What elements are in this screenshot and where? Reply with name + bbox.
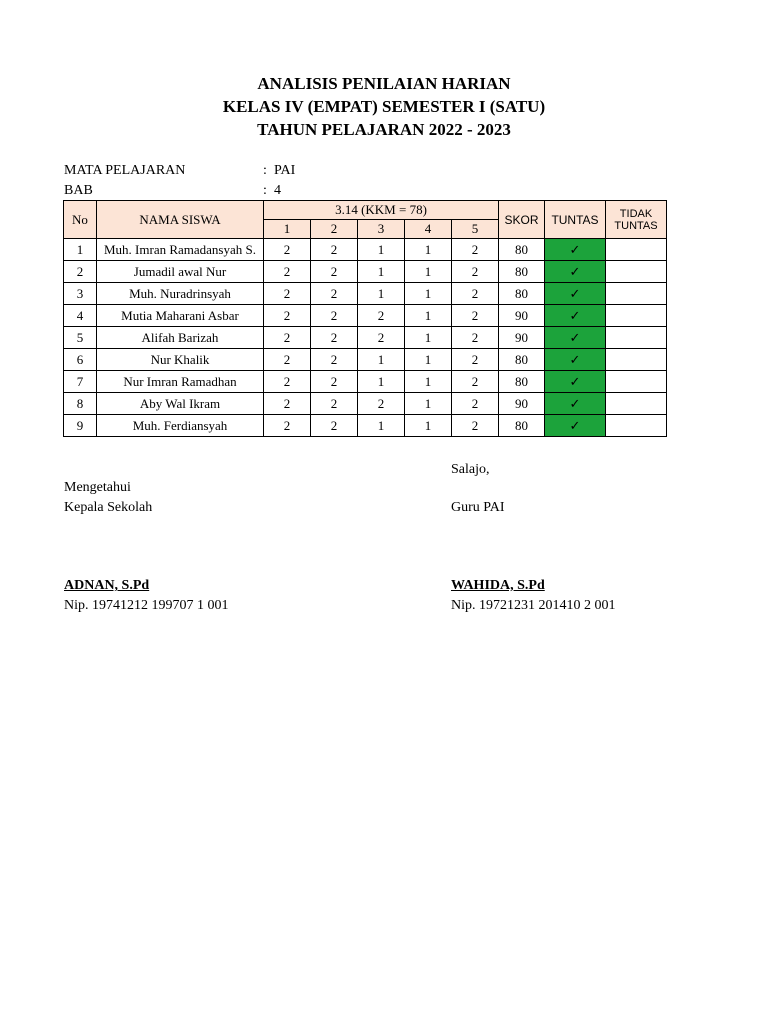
- row-question-score: 2: [358, 327, 405, 349]
- row-no: 3: [64, 283, 97, 305]
- checkmark-icon: ✓: [569, 374, 581, 390]
- row-student-name: Jumadil awal Nur: [97, 261, 264, 283]
- row-tidak-tuntas-cell: [606, 393, 667, 415]
- checkmark-icon: ✓: [569, 242, 581, 258]
- row-no: 4: [64, 305, 97, 327]
- row-question-score: 2: [311, 393, 358, 415]
- row-skor: 80: [499, 415, 545, 437]
- header-tidak-tuntas: TIDAK TUNTAS: [606, 201, 667, 239]
- row-question-score: 2: [358, 393, 405, 415]
- row-question-score: 1: [405, 371, 452, 393]
- principal-name: [64, 576, 149, 596]
- row-question-score: 1: [405, 261, 452, 283]
- row-question-score: 2: [311, 327, 358, 349]
- row-question-score: 2: [264, 327, 311, 349]
- row-student-name: Alifah Barizah: [97, 327, 264, 349]
- row-question-score: 2: [452, 371, 499, 393]
- row-skor: 90: [499, 393, 545, 415]
- row-tidak-tuntas-cell: [606, 239, 667, 261]
- principal-name-text: ADNAN, S.Pd: [64, 578, 150, 593]
- row-student-name: Muh. Nuradrinsyah: [97, 283, 264, 305]
- subject-label: MATA PELAJARAN: [64, 163, 186, 178]
- row-student-name: Mutia Maharani Asbar: [97, 305, 264, 327]
- row-question-score: 2: [311, 261, 358, 283]
- sign-right-title: Guru PAI: [451, 500, 505, 515]
- row-question-score: 2: [452, 283, 499, 305]
- row-no: 9: [64, 415, 97, 437]
- sign-place: Salajo,: [451, 462, 490, 477]
- row-question-score: 2: [311, 305, 358, 327]
- row-question-score: 2: [452, 349, 499, 371]
- document-title: [0, 72, 768, 141]
- checkmark-icon: ✓: [569, 418, 581, 434]
- subject-row: [64, 163, 364, 181]
- teacher-name: [451, 576, 545, 596]
- row-skor: 80: [499, 239, 545, 261]
- table-row: [64, 393, 667, 415]
- table-row: [64, 349, 667, 371]
- row-question-score: 2: [311, 283, 358, 305]
- row-question-score: 2: [452, 393, 499, 415]
- row-question-score: 2: [264, 261, 311, 283]
- row-question-score: 1: [405, 327, 452, 349]
- grades-table: [63, 200, 667, 437]
- row-student-name: Muh. Ferdiansyah: [97, 415, 264, 437]
- row-no: 7: [64, 371, 97, 393]
- sign-left-line2: Kepala Sekolah: [64, 500, 153, 515]
- header-question-3: 3: [358, 220, 405, 239]
- row-tidak-tuntas-cell: [606, 283, 667, 305]
- row-question-score: 2: [311, 349, 358, 371]
- checkmark-icon: ✓: [569, 396, 581, 412]
- table-row: [64, 305, 667, 327]
- row-question-score: 1: [405, 415, 452, 437]
- header-tuntas: TUNTAS: [545, 201, 606, 239]
- row-tuntas-cell: [545, 305, 606, 327]
- checkmark-icon: ✓: [569, 264, 581, 280]
- row-question-score: 2: [264, 239, 311, 261]
- table-row: [64, 261, 667, 283]
- title-line-1: ANALISIS PENILAIAN HARIAN: [257, 74, 511, 93]
- row-question-score: 2: [452, 261, 499, 283]
- row-tidak-tuntas-cell: [606, 349, 667, 371]
- row-question-score: 1: [405, 349, 452, 371]
- row-skor: 80: [499, 371, 545, 393]
- row-question-score: 1: [405, 283, 452, 305]
- row-question-score: 2: [311, 415, 358, 437]
- row-tuntas-cell: [545, 261, 606, 283]
- row-student-name: Muh. Imran Ramadansyah S.: [97, 239, 264, 261]
- row-skor: 90: [499, 327, 545, 349]
- table-row: [64, 239, 667, 261]
- row-question-score: 2: [264, 371, 311, 393]
- row-question-score: 1: [405, 305, 452, 327]
- row-skor: 90: [499, 305, 545, 327]
- subject-colon: :: [263, 163, 267, 178]
- row-question-score: 2: [311, 371, 358, 393]
- row-student-name: Nur Imran Ramadhan: [97, 371, 264, 393]
- teacher-name-text: WAHIDA, S.Pd: [451, 578, 545, 593]
- row-skor: 80: [499, 283, 545, 305]
- row-question-score: 2: [264, 283, 311, 305]
- table-row: [64, 283, 667, 305]
- teacher-nip: Nip. 19721231 201410 2 001: [451, 598, 616, 613]
- row-tuntas-cell: [545, 371, 606, 393]
- header-no: No: [64, 201, 97, 239]
- header-question-5: 5: [452, 220, 499, 239]
- row-tuntas-cell: [545, 415, 606, 437]
- row-question-score: 1: [405, 239, 452, 261]
- checkmark-icon: ✓: [569, 352, 581, 368]
- table-row: [64, 371, 667, 393]
- row-no: 8: [64, 393, 97, 415]
- row-no: 5: [64, 327, 97, 349]
- header-question-2: 2: [311, 220, 358, 239]
- row-question-score: 2: [311, 239, 358, 261]
- checkmark-icon: ✓: [569, 286, 581, 302]
- row-question-score: 1: [358, 261, 405, 283]
- header-competency: 3.14 (KKM = 78): [264, 201, 499, 220]
- row-tidak-tuntas-cell: [606, 305, 667, 327]
- subject-value: PAI: [274, 163, 296, 178]
- row-question-score: 1: [358, 371, 405, 393]
- row-question-score: 2: [452, 305, 499, 327]
- row-tuntas-cell: [545, 283, 606, 305]
- row-skor: 80: [499, 261, 545, 283]
- title-line-2: KELAS IV (EMPAT) SEMESTER I (SATU): [222, 97, 546, 116]
- row-question-score: 2: [264, 349, 311, 371]
- row-question-score: 1: [358, 415, 405, 437]
- row-question-score: 2: [264, 415, 311, 437]
- row-tuntas-cell: [545, 393, 606, 415]
- chapter-row: [64, 183, 364, 201]
- header-skor: SKOR: [499, 201, 545, 239]
- header-question-4: 4: [405, 220, 452, 239]
- row-tidak-tuntas-cell: [606, 371, 667, 393]
- row-question-score: 2: [452, 415, 499, 437]
- chapter-value: 4: [274, 183, 281, 198]
- checkmark-icon: ✓: [569, 308, 581, 324]
- row-question-score: 1: [405, 393, 452, 415]
- table-row: [64, 327, 667, 349]
- row-tuntas-cell: [545, 349, 606, 371]
- row-question-score: 2: [452, 239, 499, 261]
- header-question-1: 1: [264, 220, 311, 239]
- grades-body: [64, 239, 667, 437]
- sign-left-line1: Mengetahui: [64, 480, 131, 495]
- row-no: 6: [64, 349, 97, 371]
- principal-nip: Nip. 19741212 199707 1 001: [64, 598, 229, 613]
- row-question-score: 1: [358, 283, 405, 305]
- row-tidak-tuntas-cell: [606, 261, 667, 283]
- header-name: NAMA SISWA: [97, 201, 264, 239]
- chapter-label: BAB: [64, 183, 93, 198]
- row-skor: 80: [499, 349, 545, 371]
- row-tidak-tuntas-cell: [606, 327, 667, 349]
- row-student-name: Nur Khalik: [97, 349, 264, 371]
- checkmark-icon: ✓: [569, 330, 581, 346]
- title-line-3: TAHUN PELAJARAN 2022 - 2023: [257, 120, 511, 139]
- row-no: 2: [64, 261, 97, 283]
- row-no: 1: [64, 239, 97, 261]
- chapter-colon: :: [263, 183, 267, 198]
- row-question-score: 2: [264, 393, 311, 415]
- row-tidak-tuntas-cell: [606, 415, 667, 437]
- row-tuntas-cell: [545, 239, 606, 261]
- row-question-score: 2: [452, 327, 499, 349]
- row-question-score: 1: [358, 349, 405, 371]
- row-question-score: 2: [264, 305, 311, 327]
- row-tuntas-cell: [545, 327, 606, 349]
- table-row: [64, 415, 667, 437]
- row-question-score: 2: [358, 305, 405, 327]
- row-question-score: 1: [358, 239, 405, 261]
- row-student-name: Aby Wal Ikram: [97, 393, 264, 415]
